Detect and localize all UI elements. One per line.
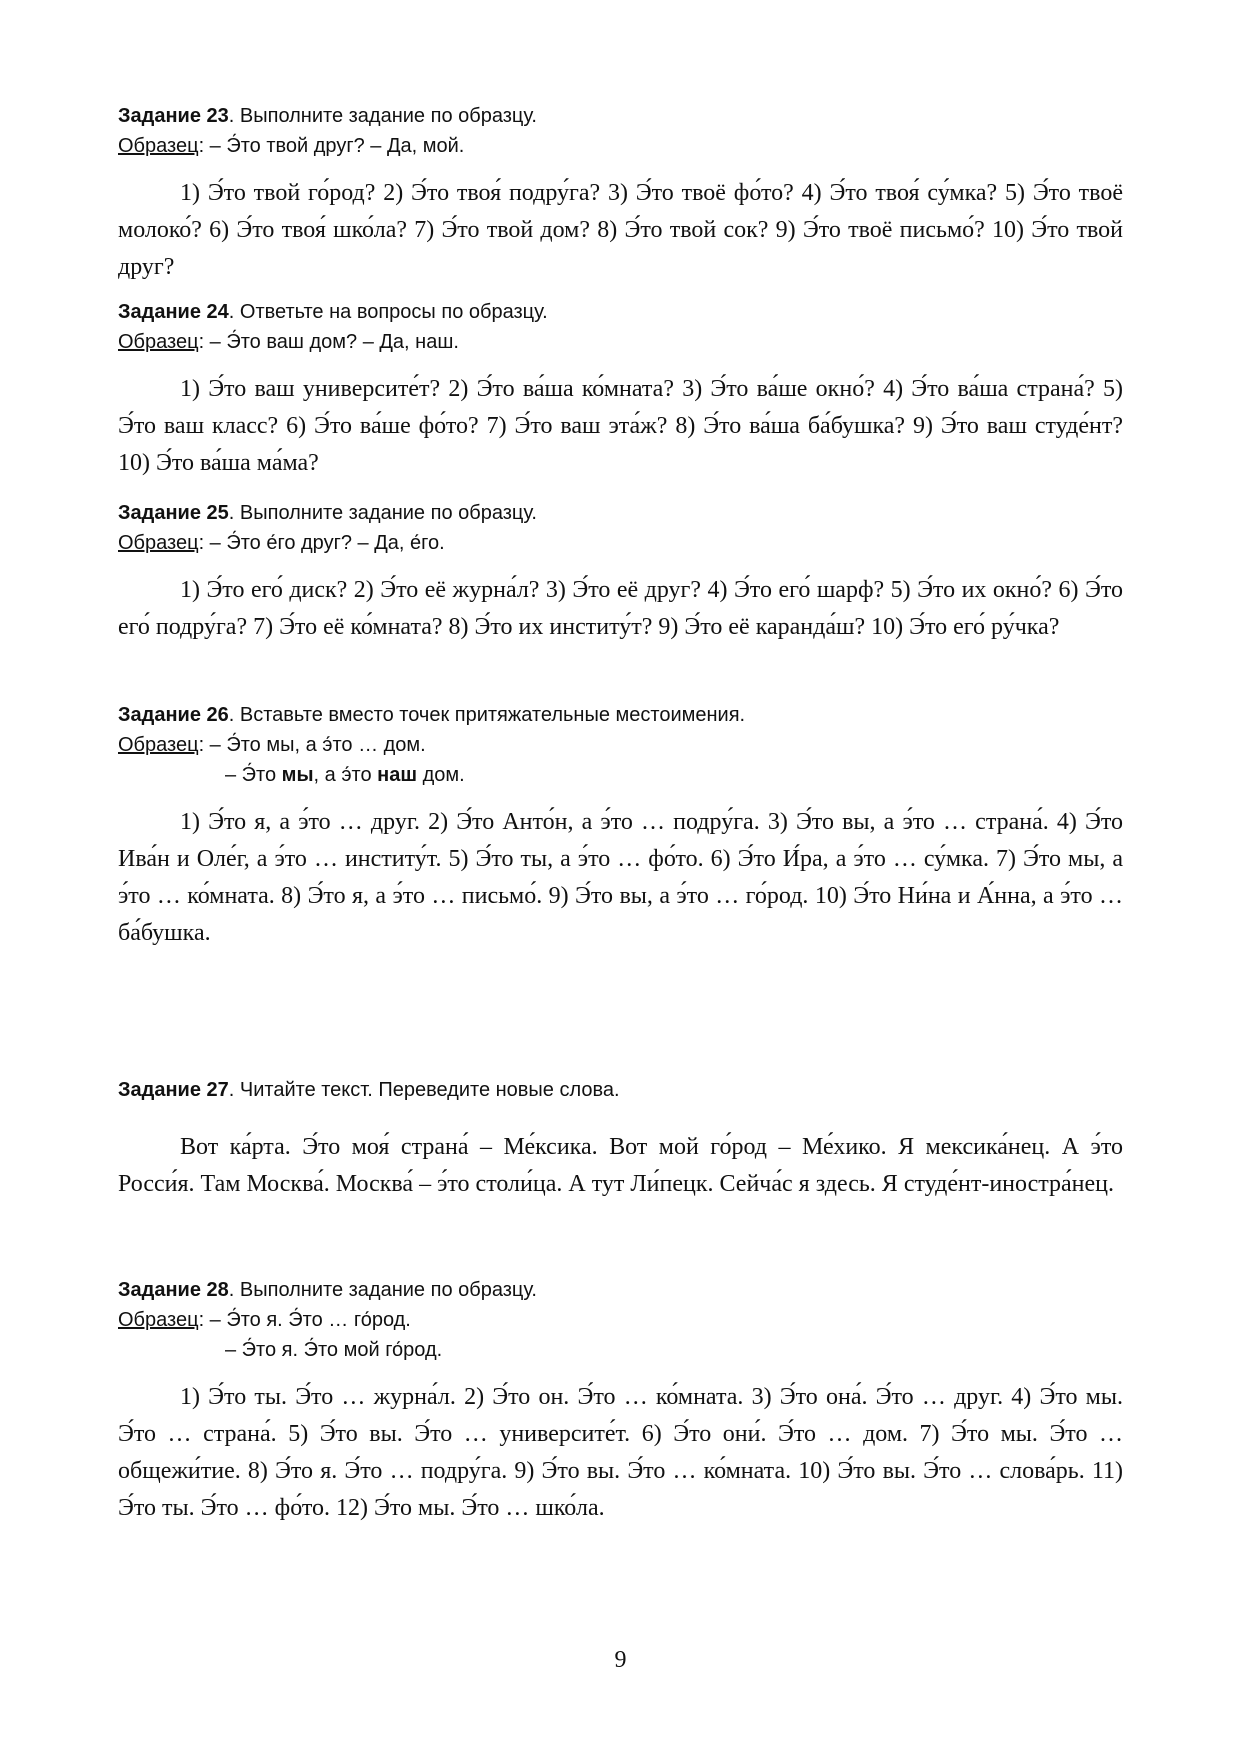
sample-answer-text: , а э́то <box>313 764 378 786</box>
sample-line <box>118 131 1123 161</box>
task-label: Задание 28 <box>118 1279 229 1301</box>
task-instruction: . Выполните задание по образцу. <box>228 1279 537 1301</box>
sample-answer-text: дом. <box>417 764 465 786</box>
sample-text: : – Э́то я. Э́то … го́род. <box>198 1309 411 1331</box>
task-label: Задание 23 <box>118 105 229 127</box>
sample-label: Образец <box>118 532 199 554</box>
sample-text: : – Э́то твой друг? – Да, мой. <box>198 135 465 157</box>
sample-label: Образец <box>118 135 199 157</box>
sample-text: : – Э́то мы, а э́то … дом. <box>198 734 426 756</box>
task-instruction: . Выполните задание по образцу. <box>228 105 537 127</box>
task-27 <box>118 1075 1123 1203</box>
sample-line <box>118 327 1123 357</box>
task-body: Вот ка́рта. Э́то моя́ страна́ – Ме́ксика. Вот мой го́род – Ме́хико. Я мексика́нец. А э́то Росси́я. Там Москва́. Москва́ – э́то столи́ца. А тут Ли́пецк. Сейча́с я здесь. Я студе́нт-иностра́нец. <box>118 1134 1123 1197</box>
task-label: Задание 26 <box>118 704 229 726</box>
sample-text: : – Э́то ваш дом? – Да, наш. <box>198 331 459 353</box>
task-body: 1) Э́то его́ диск? 2) Э́то её журна́л? 3) Э́то её друг? 4) Э́то его́ шарф? 5) Э́то их окно́? 6) Э́то его́ подру́га? 7) Э́то её ко́мната? 8) Э́то их институ́т? 9) Э́то её каранда́ш? 10) Э́то его́ ру́чка? <box>118 577 1123 640</box>
task-label: Задание 27 <box>118 1079 229 1101</box>
sample-label: Образец <box>118 331 199 353</box>
task-28 <box>118 1275 1123 1527</box>
task-26 <box>118 700 1123 952</box>
task-body: 1) Э́то я, а э́то … друг. 2) Э́то Анто́н, а э́то … подру́га. 3) Э́то вы, а э́то … страна́. 4) Э́то Ива́н и Оле́г, а э́то … институ́т. 5) Э́то ты, а э́то … фо́то. 6) Э́то И́ра, а э́то … су́мка. 7) Э́то мы, а э́то … ко́мната. 8) Э́то я, а э́то … письмо́. 9) Э́то вы, а э́то … го́род. 10) Э́то Ни́на и А́нна, а э́то … ба́бушка. <box>118 809 1123 946</box>
page-number: 9 <box>614 1647 627 1673</box>
task-header <box>118 700 1123 730</box>
task-instruction: . Читайте текст. Переведите новые слова. <box>228 1079 620 1101</box>
sample-label: Образец <box>118 734 199 756</box>
task-label: Задание 25 <box>118 502 229 524</box>
sample-answer-text: – Э́то <box>225 764 282 786</box>
task-label: Задание 24 <box>118 301 229 323</box>
sample-label: Образец <box>118 1309 199 1331</box>
task-header <box>118 498 1123 528</box>
task-instruction: . Ответьте на вопросы по образцу. <box>228 301 548 323</box>
task-instruction: . Вставьте вместо точек притяжательные местоимения. <box>228 704 746 726</box>
task-body: 1) Э́то ты. Э́то … журна́л. 2) Э́то он. Э́то … ко́мната. 3) Э́то она́. Э́то … друг. 4) Э́то мы. Э́то … страна́. 5) Э́то вы. Э́то … университе́т. 6) Э́то они́. Э́то … дом. 7) Э́то мы. Э́то … общежи́тие. 8) Э́то я. Э́то … подру́га. 9) Э́то вы. Э́то … ко́мната. 10) Э́то вы. Э́то … слова́рь. 11) Э́то ты. Э́то … фо́то. 12) Э́то мы. Э́то … шко́ла. <box>118 1384 1123 1521</box>
task-header <box>118 297 1123 327</box>
task-header <box>118 1075 1123 1105</box>
task-body: 1) Э́то твой го́род? 2) Э́то твоя́ подру́га? 3) Э́то твоё фо́то? 4) Э́то твоя́ су́мка? 5) Э́то твоё молоко́? 6) Э́то твоя́ шко́ла? 7) Э́то твой дом? 8) Э́то твой сок? 9) Э́то твоё письмо́? 10) Э́то твой друг? <box>118 180 1123 280</box>
task-body: 1) Э́то ваш университе́т? 2) Э́то ва́ша ко́мната? 3) Э́то ва́ше окно́? 4) Э́то ва́ша страна́? 5) Э́то ваш класс? 6) Э́то ва́ше фо́то? 7) Э́то ваш эта́ж? 8) Э́то ва́ша ба́бушка? 9) Э́то ваш студе́нт? 10) Э́то ва́ша ма́ма? <box>118 376 1123 476</box>
sample-answer-bold: мы <box>281 764 314 786</box>
task-25 <box>118 498 1123 646</box>
task-24 <box>118 297 1123 482</box>
task-header <box>118 1275 1123 1305</box>
task-23 <box>118 101 1123 286</box>
task-header <box>118 101 1123 131</box>
sample-text: : – Э́то е́го друг? – Да, е́го. <box>198 532 445 554</box>
sample-line <box>118 1305 1123 1335</box>
task-instruction: . Выполните задание по образцу. <box>228 502 537 524</box>
sample-line <box>118 730 1123 760</box>
sample-answer-line: – Э́то я. Э́то мой го́род. <box>225 1339 443 1361</box>
sample-answer-bold: наш <box>377 764 418 786</box>
sample-line <box>118 528 1123 558</box>
sample-answer-line <box>118 760 1123 790</box>
